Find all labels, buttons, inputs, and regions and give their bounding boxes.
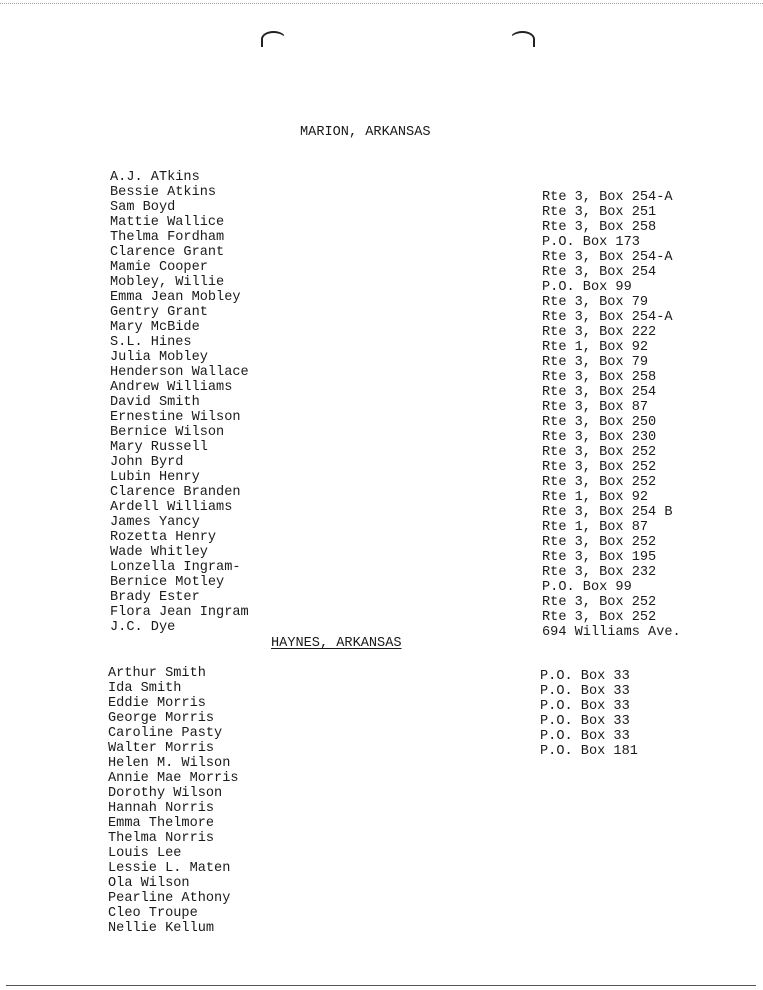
address-entry: Rte 3, Box 254	[542, 385, 657, 400]
page-bottom-rule	[6, 985, 756, 986]
name-entry: Nellie Kellum	[108, 921, 215, 936]
name-entry: J.C. Dye	[110, 620, 176, 635]
name-entry: Brady Ester	[110, 590, 200, 605]
address-entry: P.O. Box 99	[542, 280, 632, 295]
address-entry: Rte 3, Box 254	[542, 265, 657, 280]
address-entry: P.O. Box 173	[542, 235, 640, 250]
name-entry: Eddie Morris	[108, 696, 206, 711]
name-entry: Rozetta Henry	[110, 530, 217, 545]
address-entry: Rte 3, Box 252	[542, 595, 657, 610]
name-entry: Bernice Motley	[110, 575, 225, 590]
address-entry: P.O. Box 99	[542, 580, 632, 595]
name-entry: A.J. ATkins	[110, 170, 200, 185]
name-entry: Mobley, Willie	[110, 275, 225, 290]
address-entry: Rte 3, Box 252	[542, 610, 657, 625]
address-entry: 694 Williams Ave.	[542, 625, 681, 640]
binder-punch-mark	[261, 31, 286, 47]
address-entry: Rte 1, Box 92	[542, 490, 649, 505]
name-entry: Emma Thelmore	[108, 816, 215, 831]
address-entry: P.O. Box 33	[540, 669, 630, 684]
name-entry: Julia Mobley	[110, 350, 208, 365]
haynes-addresses-list	[540, 669, 638, 759]
address-entry: Rte 3, Box 254-A	[542, 250, 673, 265]
address-entry: Rte 3, Box 195	[542, 550, 657, 565]
name-entry: Mary McBide	[110, 320, 200, 335]
address-entry: Rte 3, Box 79	[542, 295, 649, 310]
page-top-edge	[0, 3, 763, 4]
name-entry: S.L. Hines	[110, 335, 192, 350]
name-entry: Walter Morris	[108, 741, 215, 756]
name-entry: Henderson Wallace	[110, 365, 249, 380]
address-entry: Rte 3, Box 254 B	[542, 505, 673, 520]
name-entry: Lessie L. Maten	[108, 861, 231, 876]
name-entry: Cleo Troupe	[108, 906, 198, 921]
name-entry: Ida Smith	[108, 681, 182, 696]
address-entry: Rte 3, Box 252	[542, 475, 657, 490]
name-entry: Bernice Wilson	[110, 425, 225, 440]
address-entry: P.O. Box 33	[540, 699, 630, 714]
name-entry: Mamie Cooper	[110, 260, 208, 275]
name-entry: Clarence Branden	[110, 485, 241, 500]
name-entry: Dorothy Wilson	[108, 786, 223, 801]
name-entry: Caroline Pasty	[108, 726, 223, 741]
address-entry: Rte 3, Box 252	[542, 445, 657, 460]
address-entry: Rte 3, Box 252	[542, 535, 657, 550]
name-entry: Hannah Norris	[108, 801, 215, 816]
address-entry: Rte 1, Box 92	[542, 340, 649, 355]
name-entry: Annie Mae Morris	[108, 771, 239, 786]
address-entry: Rte 3, Box 258	[542, 220, 657, 235]
address-entry: Rte 3, Box 222	[542, 325, 657, 340]
name-entry: David Smith	[110, 395, 200, 410]
address-entry: Rte 3, Box 79	[542, 355, 649, 370]
name-entry: Ernestine Wilson	[110, 410, 241, 425]
address-entry: Rte 3, Box 232	[542, 565, 657, 580]
section-title-haynes: HAYNES, ARKANSAS	[271, 636, 402, 651]
address-entry: Rte 3, Box 230	[542, 430, 657, 445]
name-entry: Clarence Grant	[110, 245, 225, 260]
marion-names-list	[110, 170, 249, 635]
address-entry: P.O. Box 181	[540, 744, 638, 759]
binder-punch-mark	[510, 31, 535, 47]
address-entry: Rte 3, Box 87	[542, 400, 649, 415]
name-entry: Pearline Athony	[108, 891, 231, 906]
haynes-names-list	[108, 666, 239, 936]
address-entry: Rte 3, Box 250	[542, 415, 657, 430]
name-entry: Wade Whitley	[110, 545, 208, 560]
address-entry: P.O. Box 33	[540, 729, 630, 744]
name-entry: John Byrd	[110, 455, 184, 470]
address-entry: Rte 3, Box 252	[542, 460, 657, 475]
name-entry: Thelma Norris	[108, 831, 215, 846]
address-entry: Rte 3, Box 254-A	[542, 190, 673, 205]
name-entry: Bessie Atkins	[110, 185, 217, 200]
name-entry: Ola Wilson	[108, 876, 190, 891]
address-entry: Rte 1, Box 87	[542, 520, 649, 535]
address-entry: P.O. Box 33	[540, 684, 630, 699]
name-entry: Gentry Grant	[110, 305, 208, 320]
name-entry: Mary Russell	[110, 440, 208, 455]
name-entry: Lonzella Ingram-	[110, 560, 241, 575]
name-entry: Andrew Williams	[110, 380, 233, 395]
address-entry: Rte 3, Box 258	[542, 370, 657, 385]
name-entry: Helen M. Wilson	[108, 756, 231, 771]
name-entry: Flora Jean Ingram	[110, 605, 249, 620]
name-entry: George Morris	[108, 711, 215, 726]
section-title-marion: MARION, ARKANSAS	[300, 125, 431, 140]
name-entry: Emma Jean Mobley	[110, 290, 241, 305]
name-entry: Ardell Williams	[110, 500, 233, 515]
name-entry: Lubin Henry	[110, 470, 200, 485]
address-entry: Rte 3, Box 254-A	[542, 310, 673, 325]
name-entry: James Yancy	[110, 515, 200, 530]
name-entry: Sam Boyd	[110, 200, 176, 215]
name-entry: Mattie Wallice	[110, 215, 225, 230]
address-entry: Rte 3, Box 251	[542, 205, 657, 220]
marion-addresses-list	[542, 190, 681, 640]
name-entry: Louis Lee	[108, 846, 182, 861]
name-entry: Thelma Fordham	[110, 230, 225, 245]
address-entry: P.O. Box 33	[540, 714, 630, 729]
name-entry: Arthur Smith	[108, 666, 206, 681]
